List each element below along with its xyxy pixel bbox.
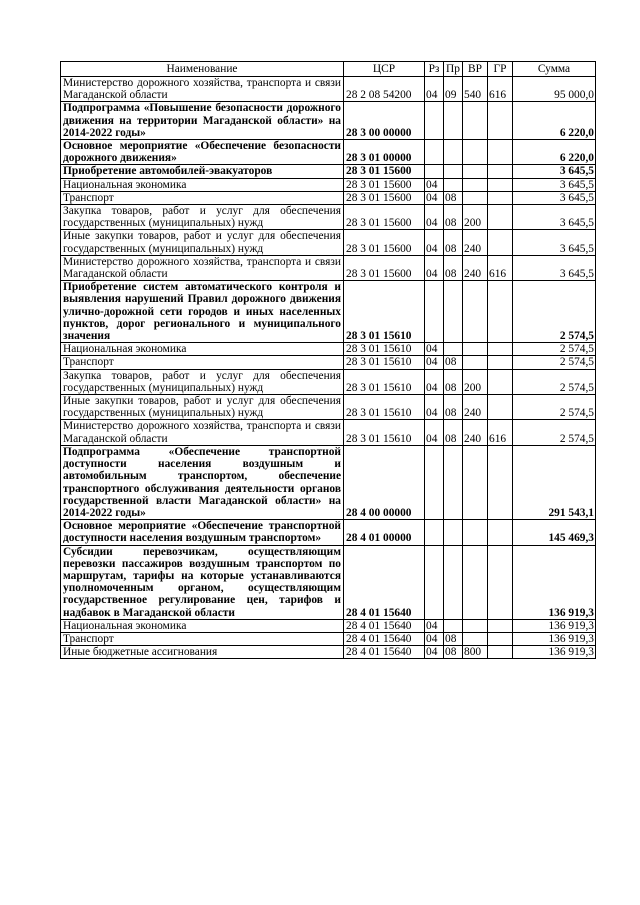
header-name: Наименование xyxy=(61,62,344,77)
cell-rz xyxy=(425,545,444,619)
cell-vr: 540 xyxy=(463,77,488,102)
cell-vr: 240 xyxy=(463,420,488,445)
table-row xyxy=(61,205,596,230)
cell-rz xyxy=(425,520,444,545)
cell-rz: 04 xyxy=(425,178,444,191)
cell-csr: 28 3 00 00000 xyxy=(344,102,425,140)
cell-csr: 28 3 01 15600 xyxy=(344,165,425,178)
cell-vr: 240 xyxy=(463,395,488,420)
cell-sum: 136 919,3 xyxy=(513,632,596,645)
cell-pr xyxy=(444,445,463,519)
cell-gr xyxy=(488,205,513,230)
budget-table-page xyxy=(60,61,596,659)
cell-vr xyxy=(463,619,488,632)
cell-pr xyxy=(444,102,463,140)
cell-name: Закупка товаров, работ и услуг для обеспечения государственных (муниципальных) нужд xyxy=(61,205,344,230)
cell-pr: 08 xyxy=(444,230,463,255)
table-row xyxy=(61,140,596,165)
cell-gr xyxy=(488,102,513,140)
cell-rz: 04 xyxy=(425,395,444,420)
cell-name: Подпрограмма «Обеспечение транспортной доступности населения воздушным и автомобильным транспортом, обеспечение транспортного обслуживания деятельности органов государственной власти Магаданской области» на 2014-2022 годы» xyxy=(61,445,344,519)
cell-sum: 2 574,5 xyxy=(513,343,596,356)
table-row xyxy=(61,395,596,420)
cell-rz xyxy=(425,445,444,519)
header-pr: Пр xyxy=(444,62,463,77)
cell-csr: 28 3 01 15610 xyxy=(344,369,425,394)
cell-pr: 08 xyxy=(444,205,463,230)
cell-csr: 28 3 01 15610 xyxy=(344,395,425,420)
cell-sum: 136 919,3 xyxy=(513,646,596,659)
cell-gr xyxy=(488,140,513,165)
cell-pr xyxy=(444,178,463,191)
table-body xyxy=(61,77,596,659)
cell-rz: 04 xyxy=(425,646,444,659)
cell-name: Субсидии перевозчикам, осуществляющим перевозки пассажиров воздушным транспортом по маршрутам, тарифы на которые устанавливаются уполномоченным органом, осуществляющим государственное регулирование цен, тарифов и надбавок в Магаданской области xyxy=(61,545,344,619)
cell-name: Иные бюджетные ассигнования xyxy=(61,646,344,659)
table-row xyxy=(61,632,596,645)
cell-gr: 616 xyxy=(488,77,513,102)
cell-pr: 08 xyxy=(444,646,463,659)
table-row xyxy=(61,77,596,102)
cell-sum: 95 000,0 xyxy=(513,77,596,102)
cell-rz: 04 xyxy=(425,356,444,369)
cell-sum: 145 469,3 xyxy=(513,520,596,545)
table-row xyxy=(61,545,596,619)
cell-csr: 28 4 01 15640 xyxy=(344,619,425,632)
cell-vr xyxy=(463,545,488,619)
cell-vr xyxy=(463,356,488,369)
table-row xyxy=(61,255,596,280)
cell-gr xyxy=(488,632,513,645)
cell-pr: 08 xyxy=(444,369,463,394)
cell-rz: 04 xyxy=(425,632,444,645)
cell-gr xyxy=(488,545,513,619)
table-row xyxy=(61,178,596,191)
cell-sum: 3 645,5 xyxy=(513,230,596,255)
header-csr: ЦСР xyxy=(344,62,425,77)
cell-vr xyxy=(463,102,488,140)
cell-sum: 6 220,0 xyxy=(513,140,596,165)
cell-csr: 28 3 01 15610 xyxy=(344,281,425,343)
cell-gr xyxy=(488,191,513,204)
table-row xyxy=(61,281,596,343)
cell-name: Основное мероприятие «Обеспечение транспортной доступности населения воздушным транспортом» xyxy=(61,520,344,545)
cell-name: Министерство дорожного хозяйства, транспорта и связи Магаданской области xyxy=(61,77,344,102)
table-row xyxy=(61,619,596,632)
cell-name: Министерство дорожного хозяйства, транспорта и связи Магаданской области xyxy=(61,255,344,280)
header-sum: Сумма xyxy=(513,62,596,77)
cell-sum: 2 574,5 xyxy=(513,420,596,445)
cell-sum: 3 645,5 xyxy=(513,165,596,178)
cell-gr xyxy=(488,445,513,519)
cell-csr: 28 4 01 00000 xyxy=(344,520,425,545)
table-row xyxy=(61,420,596,445)
cell-gr xyxy=(488,619,513,632)
cell-rz: 04 xyxy=(425,369,444,394)
cell-vr xyxy=(463,632,488,645)
cell-csr: 28 3 01 15600 xyxy=(344,191,425,204)
cell-name: Национальная экономика xyxy=(61,343,344,356)
table-row xyxy=(61,165,596,178)
cell-pr xyxy=(444,545,463,619)
cell-rz: 04 xyxy=(425,230,444,255)
cell-csr: 28 3 01 15610 xyxy=(344,356,425,369)
cell-name: Подпрограмма «Повышение безопасности дорожного движения на территории Магаданской области» на 2014-2022 годы» xyxy=(61,102,344,140)
cell-gr xyxy=(488,646,513,659)
cell-pr xyxy=(444,619,463,632)
cell-gr xyxy=(488,230,513,255)
cell-pr: 09 xyxy=(444,77,463,102)
cell-vr: 200 xyxy=(463,205,488,230)
cell-sum: 3 645,5 xyxy=(513,178,596,191)
cell-gr xyxy=(488,356,513,369)
cell-rz: 04 xyxy=(425,619,444,632)
table-row xyxy=(61,369,596,394)
cell-gr xyxy=(488,395,513,420)
cell-sum: 136 919,3 xyxy=(513,545,596,619)
cell-sum: 2 574,5 xyxy=(513,356,596,369)
cell-rz: 04 xyxy=(425,77,444,102)
cell-name: Иные закупки товаров, работ и услуг для обеспечения государственных (муниципальных) нужд xyxy=(61,230,344,255)
table-row xyxy=(61,646,596,659)
cell-pr: 08 xyxy=(444,632,463,645)
cell-name: Иные закупки товаров, работ и услуг для обеспечения государственных (муниципальных) нужд xyxy=(61,395,344,420)
cell-pr xyxy=(444,520,463,545)
table-row xyxy=(61,102,596,140)
cell-name: Приобретение систем автоматического контроля и выявления нарушений Правил дорожного движения улично-дорожной сети городов и иных населенных пунктов, дорог регионального и муниципального значения xyxy=(61,281,344,343)
cell-gr xyxy=(488,165,513,178)
cell-gr xyxy=(488,281,513,343)
cell-vr: 200 xyxy=(463,369,488,394)
table-row xyxy=(61,520,596,545)
table-header-row xyxy=(61,62,596,77)
cell-name: Транспорт xyxy=(61,632,344,645)
cell-vr xyxy=(463,140,488,165)
cell-csr: 28 4 00 00000 xyxy=(344,445,425,519)
cell-sum: 2 574,5 xyxy=(513,395,596,420)
table-row xyxy=(61,356,596,369)
cell-rz: 04 xyxy=(425,343,444,356)
cell-csr: 28 3 01 15600 xyxy=(344,255,425,280)
cell-name: Национальная экономика xyxy=(61,619,344,632)
cell-sum: 6 220,0 xyxy=(513,102,596,140)
cell-sum: 136 919,3 xyxy=(513,619,596,632)
cell-csr: 28 3 01 15600 xyxy=(344,230,425,255)
cell-name: Национальная экономика xyxy=(61,178,344,191)
cell-rz xyxy=(425,140,444,165)
cell-pr xyxy=(444,165,463,178)
cell-rz xyxy=(425,102,444,140)
cell-csr: 28 3 01 15610 xyxy=(344,420,425,445)
cell-csr: 28 4 01 15640 xyxy=(344,632,425,645)
cell-sum: 291 543,1 xyxy=(513,445,596,519)
cell-rz: 04 xyxy=(425,255,444,280)
cell-csr: 28 3 01 15600 xyxy=(344,178,425,191)
cell-sum: 2 574,5 xyxy=(513,281,596,343)
cell-csr: 28 2 08 54200 xyxy=(344,77,425,102)
cell-rz xyxy=(425,165,444,178)
table-row xyxy=(61,445,596,519)
cell-vr: 800 xyxy=(463,646,488,659)
cell-gr: 616 xyxy=(488,255,513,280)
cell-pr: 08 xyxy=(444,420,463,445)
cell-name: Закупка товаров, работ и услуг для обеспечения государственных (муниципальных) нужд xyxy=(61,369,344,394)
cell-vr xyxy=(463,445,488,519)
cell-vr xyxy=(463,520,488,545)
cell-vr xyxy=(463,178,488,191)
cell-pr xyxy=(444,343,463,356)
cell-csr: 28 3 01 00000 xyxy=(344,140,425,165)
cell-csr: 28 4 01 15640 xyxy=(344,646,425,659)
cell-sum: 3 645,5 xyxy=(513,255,596,280)
cell-csr: 28 3 01 15610 xyxy=(344,343,425,356)
cell-sum: 2 574,5 xyxy=(513,369,596,394)
table-row xyxy=(61,343,596,356)
cell-rz: 04 xyxy=(425,420,444,445)
cell-csr: 28 3 01 15600 xyxy=(344,205,425,230)
cell-name: Министерство дорожного хозяйства, транспорта и связи Магаданской области xyxy=(61,420,344,445)
cell-sum: 3 645,5 xyxy=(513,205,596,230)
cell-name: Транспорт xyxy=(61,356,344,369)
cell-csr: 28 4 01 15640 xyxy=(344,545,425,619)
cell-rz: 04 xyxy=(425,191,444,204)
cell-pr: 08 xyxy=(444,395,463,420)
cell-sum: 3 645,5 xyxy=(513,191,596,204)
cell-gr xyxy=(488,178,513,191)
cell-vr: 240 xyxy=(463,255,488,280)
cell-gr xyxy=(488,369,513,394)
cell-gr: 616 xyxy=(488,420,513,445)
cell-name: Основное мероприятие «Обеспечение безопасности дорожного движения» xyxy=(61,140,344,165)
table-row xyxy=(61,191,596,204)
cell-vr xyxy=(463,343,488,356)
cell-vr: 240 xyxy=(463,230,488,255)
budget-table xyxy=(60,61,596,659)
cell-rz xyxy=(425,281,444,343)
cell-name: Приобретение автомобилей-эвакуаторов xyxy=(61,165,344,178)
cell-pr xyxy=(444,281,463,343)
header-rz: Рз xyxy=(425,62,444,77)
cell-vr xyxy=(463,191,488,204)
cell-pr xyxy=(444,140,463,165)
cell-gr xyxy=(488,520,513,545)
cell-pr: 08 xyxy=(444,356,463,369)
table-row xyxy=(61,230,596,255)
cell-pr: 08 xyxy=(444,191,463,204)
cell-rz: 04 xyxy=(425,205,444,230)
cell-gr xyxy=(488,343,513,356)
header-vr: ВР xyxy=(463,62,488,77)
cell-vr xyxy=(463,281,488,343)
cell-name: Транспорт xyxy=(61,191,344,204)
cell-vr xyxy=(463,165,488,178)
cell-pr: 08 xyxy=(444,255,463,280)
header-gr: ГР xyxy=(488,62,513,77)
